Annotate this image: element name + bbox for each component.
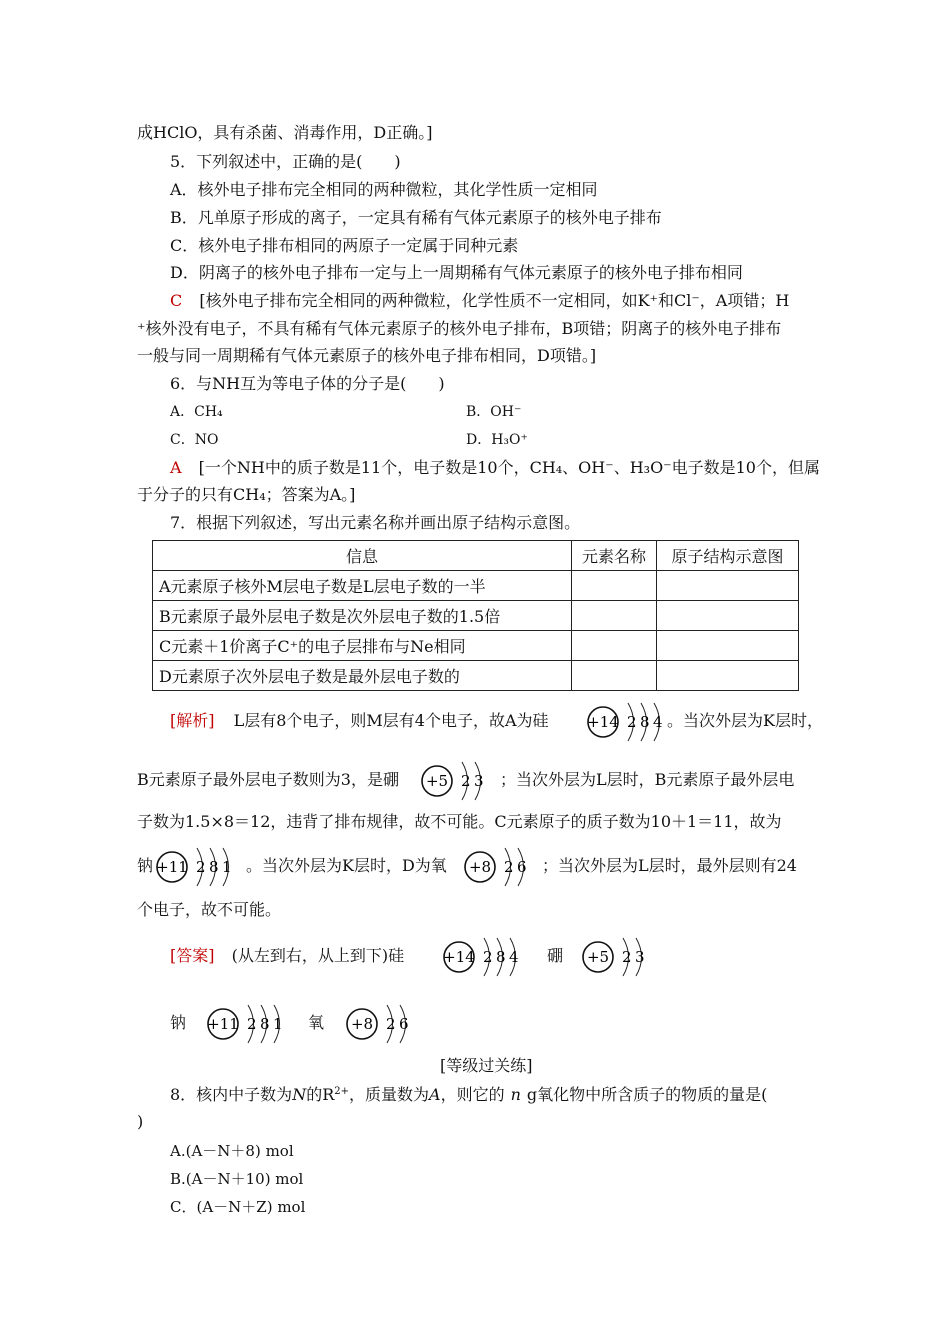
shell-electron-count: 2 <box>386 1015 396 1033</box>
table-row <box>153 571 799 601</box>
shell-electron-count: 4 <box>509 948 519 966</box>
question-6-option-c: C．NO <box>170 432 219 448</box>
question-8-stem <box>170 1085 767 1105</box>
shell-electron-count: 4 <box>653 713 663 731</box>
nucleus-label: +14 <box>587 713 619 731</box>
nucleus-label: +14 <box>443 948 475 966</box>
answer-atom-si <box>442 935 533 979</box>
analysis-line-1 <box>170 711 549 731</box>
atom-svg <box>206 1002 297 1046</box>
shell-electron-count: 6 <box>517 858 527 876</box>
nucleus-label: +5 <box>586 948 610 966</box>
shell-electron-count: 2 <box>247 1015 257 1033</box>
analysis-line-3: 子数为1.5×8＝12，违背了排布规律，故不可能。C元素原子的质子数为10＋1＝11，故为 <box>137 812 782 831</box>
nucleus-label: +11 <box>156 858 188 876</box>
atom-svg <box>463 845 541 889</box>
row-name-cell <box>572 571 657 601</box>
row-info: B元素原子最外层电子数是次外层电子数的1.5倍 <box>153 601 572 631</box>
analysis-tag: [解析] <box>170 711 215 730</box>
shell-electron-count: 1 <box>273 1015 283 1033</box>
analysis-line-4c: ；当次外层为L层时，最外层则有24 <box>542 856 797 875</box>
question-6-exp-text: [一个NH中的质子数是11个，电子数是10个，CH₄、OH⁻、H₃O⁻电子数是10个，但属 <box>198 458 820 477</box>
analysis-line-2b: ；当次外层为L层时，B元素原子最外层电 <box>500 770 795 789</box>
nucleus-label: +8 <box>350 1015 374 1033</box>
analysis-line-4b: 。当次外层为K层时，D为氧 <box>246 856 447 875</box>
shell-electron-count: 1 <box>222 858 232 876</box>
analysis-text: L层有8个电子，则M层有4个电子，故A为硅 <box>233 711 549 730</box>
atom-diagram-o <box>463 845 541 889</box>
answer-atom-o <box>345 1002 423 1046</box>
atom-svg <box>420 759 498 803</box>
section-heading: [等级过关练] <box>440 1056 533 1075</box>
row-diagram-cell <box>657 601 799 631</box>
row-diagram-cell <box>657 631 799 661</box>
atom-svg <box>345 1002 423 1046</box>
shell-electron-count: 8 <box>209 858 219 876</box>
row-name-cell <box>572 661 657 691</box>
question-5-explanation-3: 一般与同一周期稀有气体元素原子的核外电子排布相同，D项错。] <box>137 346 597 365</box>
analysis-line-5: 个电子，故不可能。 <box>137 900 282 919</box>
q8-text-d: ，则它的 <box>440 1085 505 1104</box>
info-table <box>152 540 799 691</box>
q8-var-a: A <box>429 1085 441 1104</box>
question-8-option-b: B.(A－N＋10) mol <box>170 1170 304 1188</box>
atom-diagram-na <box>155 845 246 889</box>
question-5-explanation-1 <box>170 291 789 311</box>
answer-atom-b <box>581 935 659 979</box>
question-5-stem: 5．下列叙述中，正确的是( ) <box>170 152 401 171</box>
header-element-name: 元素名称 <box>572 541 657 571</box>
row-info: A元素原子核外M层电子数是L层电子数的一半 <box>153 571 572 601</box>
question-6-stem: 6．与NH互为等电子体的分子是( ) <box>170 374 445 393</box>
answer-line-1 <box>170 946 404 966</box>
shell-electron-count: 8 <box>496 948 506 966</box>
question-6-answer: A <box>170 458 182 477</box>
table-header-row <box>153 541 799 571</box>
q8-var-n: n <box>510 1085 521 1104</box>
question-5-exp-text: [核外电子排布完全相同的两种微粒，化学性质不一定相同，如K⁺和Cl⁻，A项错；H <box>199 291 790 310</box>
header-info: 信息 <box>153 541 572 571</box>
row-diagram-cell <box>657 661 799 691</box>
nucleus-label: +8 <box>468 858 492 876</box>
row-name-cell <box>572 601 657 631</box>
atom-svg <box>442 935 533 979</box>
q8-text-a: 8．核内中子数为 <box>170 1085 293 1104</box>
question-8-option-a: A.(A－N＋8) mol <box>170 1142 294 1160</box>
shell-electron-count: 8 <box>260 1015 270 1033</box>
row-info: D元素原子次外层电子数是最外层电子数的 <box>153 661 572 691</box>
q8-text-c: ，质量数为 <box>349 1085 430 1104</box>
answer-text: (从左到右，从上到下)硅 <box>231 946 405 965</box>
answer-label-o: 氧 <box>308 1013 325 1032</box>
answer-tag: [答案] <box>170 946 215 965</box>
question-6-option-a: A．CH₄ <box>170 404 223 420</box>
atom-diagram-si <box>586 700 677 744</box>
answer-label-na: 钠 <box>170 1013 187 1032</box>
q8-text-e: g氧化物中所含质子的物质的量是( <box>526 1085 768 1104</box>
table-row <box>153 661 799 691</box>
question-5-option-b: B．凡单原子形成的离子，一定具有稀有气体元素原子的核外电子排布 <box>170 208 662 227</box>
question-5-option-c: C．核外电子排布相同的两原子一定属于同种元素 <box>170 236 519 255</box>
question-5-answer: C <box>170 291 183 310</box>
q8-charge: 2+ <box>334 1086 349 1097</box>
continuation-line: 成HClO，具有杀菌、消毒作用，D正确。] <box>137 123 433 142</box>
question-5-option-a: A．核外电子排布完全相同的两种微粒，其化学性质一定相同 <box>170 180 598 199</box>
header-structure: 原子结构示意图 <box>657 541 799 571</box>
atom-diagram-b <box>420 759 498 803</box>
shell-electron-count: 2 <box>461 772 471 790</box>
row-info: C元素＋1价离子C⁺的电子层排布与Ne相同 <box>153 631 572 661</box>
question-5-explanation-2: ⁺核外没有电子，不具有稀有气体元素原子的核外电子排布，B项错；阴离子的核外电子排布 <box>137 319 782 338</box>
shell-electron-count: 2 <box>627 713 637 731</box>
atom-svg <box>581 935 659 979</box>
analysis-line-1b: 。当次外层为K层时， <box>667 711 823 730</box>
question-6-explanation-2: 于分子的只有CH₄；答案为A。] <box>137 485 356 504</box>
analysis-line-2a: B元素原子最外层电子数则为3，是硼 <box>137 770 399 789</box>
analysis-line-4a: 钠 <box>137 856 154 875</box>
shell-electron-count: 2 <box>622 948 632 966</box>
question-8-stem-end: ) <box>137 1112 144 1131</box>
q8-text-b: 的R <box>306 1085 335 1104</box>
shell-electron-count: 8 <box>640 713 650 731</box>
shell-electron-count: 3 <box>635 948 645 966</box>
shell-electron-count: 2 <box>196 858 206 876</box>
answer-atom-na <box>206 1002 297 1046</box>
question-8-option-c: C．(A－N＋Z) mol <box>170 1198 306 1216</box>
nucleus-label: +11 <box>207 1015 239 1033</box>
atom-svg <box>155 845 246 889</box>
row-diagram-cell <box>657 571 799 601</box>
shell-electron-count: 2 <box>504 858 514 876</box>
nucleus-label: +5 <box>425 772 449 790</box>
table-row <box>153 631 799 661</box>
question-5-option-d: D．阴离子的核外电子排布一定与上一周期稀有气体元素原子的核外电子排布相同 <box>170 263 743 282</box>
row-name-cell <box>572 631 657 661</box>
table-row <box>153 601 799 631</box>
question-6-option-b: B．OH⁻ <box>466 404 522 420</box>
shell-electron-count: 6 <box>399 1015 409 1033</box>
question-6-option-d: D．H₃O⁺ <box>466 432 528 448</box>
shell-electron-count: 2 <box>483 948 493 966</box>
atom-svg <box>586 700 677 744</box>
question-7-stem: 7．根据下列叙述，写出元素名称并画出原子结构示意图。 <box>170 513 581 532</box>
answer-label-b: 硼 <box>547 946 564 965</box>
question-6-explanation-1 <box>170 458 820 478</box>
q8-var-n-upper: N <box>292 1085 307 1104</box>
shell-electron-count: 3 <box>474 772 484 790</box>
